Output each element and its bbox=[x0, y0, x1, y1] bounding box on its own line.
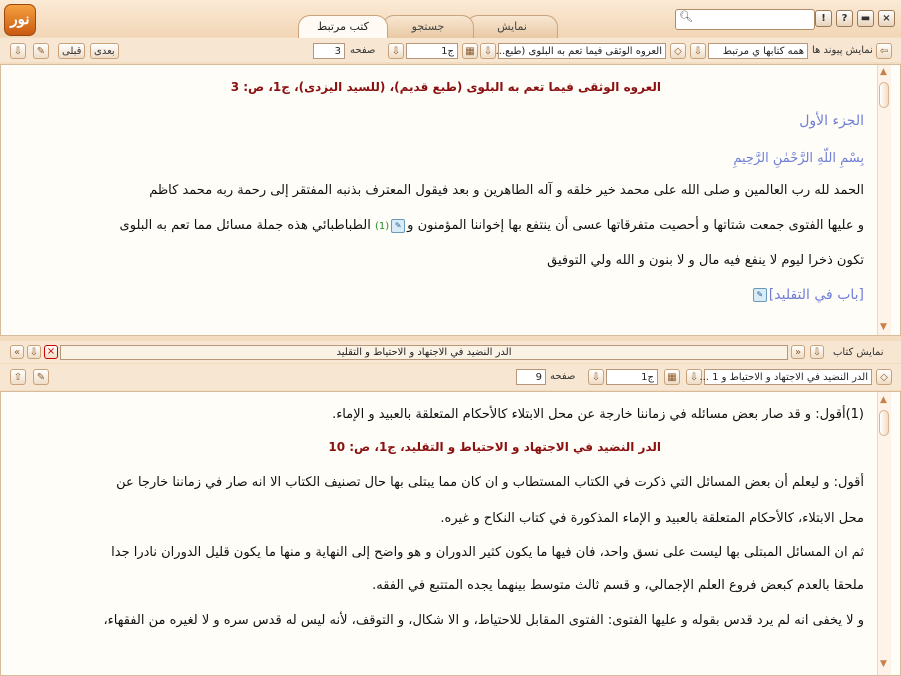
lower-book-dropdown-icon[interactable]: ⇩ bbox=[686, 369, 702, 385]
back-arrow-icon[interactable]: ⇦ bbox=[876, 43, 892, 59]
expand-icon[interactable]: » bbox=[791, 345, 805, 359]
close-icon[interactable]: × bbox=[44, 345, 58, 359]
lower-page-dropdown-icon[interactable]: ⇩ bbox=[588, 369, 604, 385]
tab-search[interactable]: جستجو bbox=[382, 15, 474, 38]
part-heading: الجزء الأول bbox=[799, 113, 864, 129]
down-arrow-icon[interactable]: ⇩ bbox=[27, 345, 41, 359]
lower-first-line: (1)أقول: و قد صار بعض مسائله في زماننا خارجة عن محل الابتلاء كالأحكام المتعلقة بالعبيد و الإماء. bbox=[332, 407, 864, 422]
minimize-button[interactable]: ▬ bbox=[857, 10, 874, 27]
app-logo: نور bbox=[4, 4, 36, 36]
lower-title-line: الدر النضيد في الاجتهاد و الاحتياط و التقليد، ج1، ص: 10 bbox=[328, 440, 661, 454]
lower-table-icon[interactable]: ▦ bbox=[664, 369, 680, 385]
close-button[interactable]: × bbox=[878, 10, 895, 27]
book-select[interactable]: العروه الوثقى فيما تعم به البلوى (طبع... bbox=[498, 43, 666, 59]
collapse-icon[interactable]: « bbox=[10, 345, 24, 359]
search-input[interactable] bbox=[675, 9, 815, 30]
table-icon[interactable]: ▦ bbox=[462, 43, 478, 59]
lower-content-pane bbox=[0, 391, 901, 676]
show-book-label: نمایش کتاب bbox=[833, 347, 884, 358]
down-arrow-icon[interactable]: ⇩ bbox=[10, 43, 26, 59]
tool-icon[interactable]: ✎ bbox=[33, 43, 49, 59]
tab-display[interactable]: نمایش bbox=[466, 15, 558, 38]
lower-tag-icon[interactable]: ◇ bbox=[876, 369, 892, 385]
search-icon[interactable]: 🔍︎ bbox=[679, 10, 693, 23]
scroll-up-icon[interactable]: ▲ bbox=[880, 395, 887, 405]
lower-page-label: صفحه bbox=[550, 371, 576, 382]
footnote-icon[interactable]: ✎ bbox=[391, 219, 405, 233]
book-dropdown-icon[interactable]: ⇩ bbox=[480, 43, 496, 59]
lower-text-line-3: ثم ان المسائل المبتلى بها ليست على نسق واحد، فان فيها ما يكون كثير الدوران و هو واضح إلى النهاية و منها ما يكون قليل الدوران نادرا جدا bbox=[111, 545, 864, 560]
upper-text-line-1: الحمد لله رب العالمين و صلى الله على محمد خير خلقه و آله الطاهرين و بعد فيقول المعترف بذنبه المفتقر إلى رحمة ربه محمد كاظم bbox=[149, 183, 864, 198]
show-links-label: نمایش پیوند ها bbox=[812, 45, 873, 56]
help-button[interactable]: ? bbox=[836, 10, 853, 27]
related-dropdown-icon[interactable]: ⇩ bbox=[690, 43, 706, 59]
lower-text-line-5: و لا يخفى انه لم يرد قدس بقوله و عليها الفتوى: الفتوى المقابل للاحتياط، و الا شكال، و التوقف، لأنه ليس له قدس سره و لا لغيره من الفقهاء، bbox=[103, 613, 864, 628]
upper-title-line: العروه الوثقى فيما تعم به البلوى (طبع قديم)، (للسيد اليزدى)، ج1، ص: 3 bbox=[230, 80, 661, 94]
lower-text-line-2: محل الابتلاء، كالأحكام المتعلقة بالعبيد و الإماء المذكورة في كتاب النكاح و غيره. bbox=[440, 511, 864, 526]
basmala: بِسْمِ اللّهِ الرَّحْمٰنِ الرَّحِيمِ bbox=[733, 151, 864, 166]
section-link-icon[interactable]: ✎ bbox=[753, 288, 767, 302]
lower-text-line-1: أقول: و ليعلم أن بعض المسائل التي ذكرت في الكتاب المستطاب و ان كان مما يبتلى بها حال تصنيف الكتاب الا انه صار في زماننا خارجا عن bbox=[116, 475, 864, 490]
footnote-mark[interactable]: (1) bbox=[374, 221, 390, 232]
next-button[interactable]: بعدی bbox=[90, 43, 119, 59]
tab-related-books[interactable]: كتب مرتبط bbox=[298, 15, 388, 39]
upper-text-line-3: تكون ذخرا ليوم لا ينفع فيه مال و لا بنون و الله ولي التوفيق bbox=[547, 253, 864, 268]
up-arrow-icon[interactable]: ⇧ bbox=[10, 369, 26, 385]
page-dropdown-icon[interactable]: ⇩ bbox=[388, 43, 404, 59]
book-menu-icon[interactable]: ⇩ bbox=[810, 345, 824, 359]
upper-scroll-thumb[interactable] bbox=[879, 82, 889, 108]
lower-page-input[interactable]: 9 bbox=[516, 369, 546, 385]
upper-text-line-2: و عليها الفتوى جمعت شتاتها و أحصيت متفرقاتها عسى أن ينتفع بها إخواننا المؤمنون و✎(1) الطباطبائي هذه جملة مسائل مما تعم به البلوى bbox=[119, 218, 864, 233]
tag-icon[interactable]: ◇ bbox=[670, 43, 686, 59]
page-label: صفحه bbox=[350, 45, 376, 56]
volume-input[interactable]: ج1 bbox=[406, 43, 458, 59]
scroll-down-icon[interactable]: ▼ bbox=[880, 322, 887, 332]
lower-book-title: الدر النضيد في الاجتهاد و الاحتياط و التقليد bbox=[60, 345, 788, 360]
lower-text-line-4: ملحقا بالعدم كبعض فروع العلم الإجمالي، و قسم ثالث متوسط بينهما يجده المتتبع في الفقه. bbox=[372, 578, 864, 593]
info-button[interactable]: ! bbox=[815, 10, 832, 27]
scroll-up-icon[interactable]: ▲ bbox=[880, 67, 887, 77]
tool-icon[interactable]: ✎ bbox=[33, 369, 49, 385]
scroll-down-icon[interactable]: ▼ bbox=[880, 659, 887, 669]
lower-scroll-thumb[interactable] bbox=[879, 410, 889, 436]
related-books-select[interactable]: همه کتابها ي مرتبط bbox=[708, 43, 808, 59]
section-title: [باب في التقليد]✎ bbox=[751, 287, 864, 303]
lower-book-select[interactable]: الدر النضيد في الاجتهاد و الاحتياط و 1 ... bbox=[704, 369, 872, 385]
prev-button[interactable]: قبلی bbox=[58, 43, 85, 59]
page-input[interactable]: 3 bbox=[313, 43, 345, 59]
lower-volume-input[interactable]: ج1 bbox=[606, 369, 658, 385]
